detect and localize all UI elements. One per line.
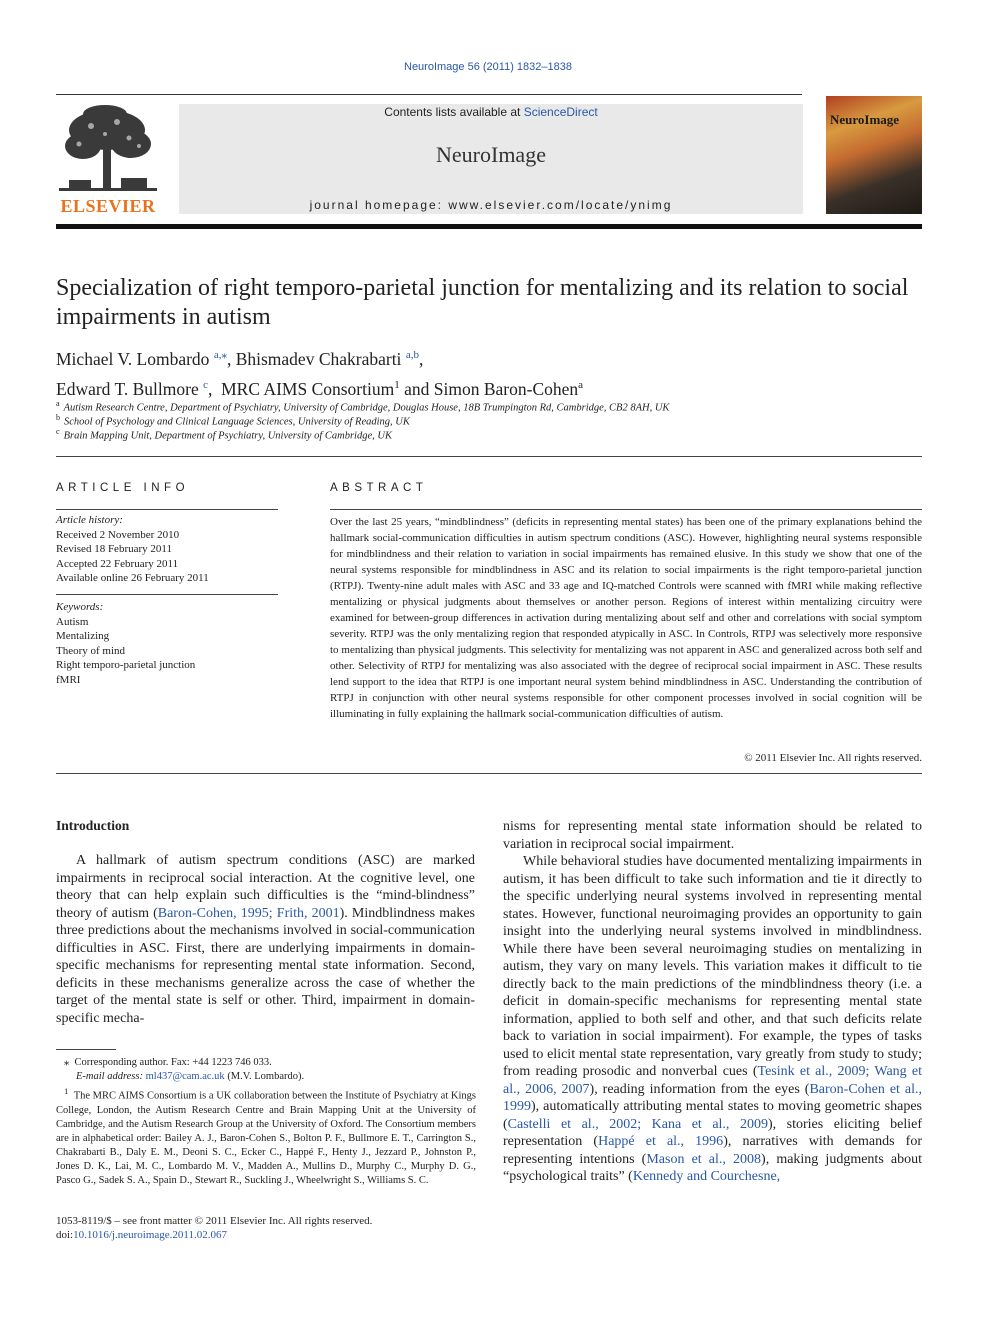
author-affil-mark[interactable]: a,⁎ <box>213 349 227 361</box>
history-item: Revised 18 February 2011 <box>56 543 172 555</box>
footnote-rule <box>56 1049 116 1050</box>
reference-link[interactable]: Tesink et al., 2009; Wang et al., 2006, 2007 <box>503 1064 923 1097</box>
journal-homepage[interactable]: journal homepage: www.elsevier.com/locate/ynimg <box>309 198 673 212</box>
article-title: Specialization of right temporo-parietal junction for mentalizing and its relation to social impairments in autism <box>56 275 909 330</box>
masthead-bottom-rule <box>56 224 922 229</box>
abstract-copyright: © 2011 Elsevier Inc. All rights reserved. <box>744 752 922 764</box>
keyword: Autism <box>56 615 89 628</box>
abstract-heading: ABSTRACT <box>330 482 428 494</box>
history-item: Received 2 November 2010 <box>56 528 180 541</box>
history-item: Accepted 22 February 2011 <box>56 557 179 570</box>
journal-title: NeuroImage <box>436 142 546 167</box>
paragraph: While behavioral studies have documented mentalizing impairments in autism, it has been difficult to take such information and tie it directly to the specific underlying neural systems involved in representing mental states. However, functional neuroimaging provides an opportunity to gain insight into the underlying neural systems involved in mindblindness. While there have been several neuroimaging studies on mentalizing in autism, they vary on many levels. This variation makes it difficult to tie directly back to the main predictions of the mindblindness theory (i.e. a deficit in domain-specific mechanisms for representing mental state information, applied to both self and other, and that such deficits relate back to variation in social impairment). For example, the types of tasks used to elicit mental state representation, vary greatly from study to study; from reading prosodic and nonverbal cues (Tesink et al., 2009; Wang et al., 2006, 2007), reading information from the eyes (Baron-Cohen et al., 1999), automatically attributing mental states to moving geometric shapes (Castelli et al., 2002; Kana et al., 2009), stories eliciting belief representation (Happé et al., 1996), narratives with demands for representing intentions (Mason et al., 2008), making judgments about “psychological traits” (Kennedy and Courchesne, <box>503 854 923 1184</box>
author-name[interactable]: Michael V. Lombardo <box>56 348 210 369</box>
author-name[interactable]: Simon Baron-Cohen <box>433 378 579 399</box>
masthead-top-rule <box>56 94 802 95</box>
reference-link[interactable]: Baron-Cohen et al., 1999 <box>503 1081 923 1114</box>
author-separator: , <box>208 378 217 399</box>
publisher-wordmark: ELSEVIER <box>60 196 156 216</box>
author-separator: , <box>418 348 424 369</box>
affiliation: $^a$ Autism Research Centre, Department of Psychiatry, University of Cambridge, Douglas House, 18B Trumpington Rd, Cambridge, CB2 8AH, UK <box>56 399 670 414</box>
doi-link[interactable]: 10.1016/j.neuroimage.2011.02.067 <box>73 1229 228 1241</box>
article-history: Article history: Received 2 November 2010 Revised 18 February 2011 Accepted 22 February 2011 Available online 26 February 2011 <box>56 513 278 586</box>
article-info-heading: ARTICLE INFO <box>56 482 190 494</box>
affiliation: $^c$ Brain Mapping Unit, Department of Psychiatry, University of Cambridge, UK <box>56 427 392 442</box>
reference-link[interactable]: Mason et al., 2008 <box>646 1151 762 1167</box>
reference-link[interactable]: Kennedy and Courchesne, <box>632 1169 781 1184</box>
keywords-rule <box>56 594 278 595</box>
author-name[interactable]: Edward T. Bullmore <box>56 378 199 399</box>
reference-link[interactable]: Baron-Cohen, 1995; Frith, 2001 <box>157 905 340 921</box>
footnotes: ⁎ Corresponding author. Fax: +44 1223 746 033. E-mail address: ml437@cam.ac.uk (M.V. Lombardo). $^1$ The MRC AIMS Consortium is a UK collaboration between the Institute of Psychiatry at Kings College, London, the Autism Research Centre and Brain Mapping Unit at the University of Cambridge, and the Autism Research Group at the University of Oxford. The Consortium members are in alphabetical order: Bailey A. J., Baron-Cohen S., Bolton P. F., Bullmore E. T., Carrington S., Chakrabarti B., Daly E. M., Deoni S. C., Ecker C., Happé F., Henty J., Jezzard P., Johnston P., Jones D. K., Lai, M. C., Lombardo M. V., Madden A., Mullins D., Murphy C., Murphy D. G., Pasco G., Sadek S. A., Spain D., Stewart R., Suckling J., Wheelwright S., Williams S. C. <box>56 1057 476 1186</box>
abstract-divider <box>56 773 922 774</box>
keyword: Right temporo-parietal junction <box>56 659 196 671</box>
author-name[interactable]: MRC AIMS Consortium <box>221 378 395 399</box>
paragraph: A hallmark of autism spectrum conditions (ASC) are marked impairments in reciprocal social interaction. At the cognitive level, one theory that can help explain such difficulties is the “mind-blindness” theory of autism (Baron-Cohen, 1995; Frith, 2001). Mindblindness makes three predictions about the mechanisms involved in social-communication difficulties in ASC. First, there are underlying impairments in domain-specific mechanisms for representing mental state information. Second, deficits in these mechanisms generalize across the case of whether the target of the mental state is self or other. Third, impairment in domain-specific mecha- <box>56 853 475 1026</box>
title-divider <box>56 456 922 457</box>
author-footnote-mark[interactable]: 1 <box>394 378 400 391</box>
section-heading-introduction: Introduction <box>56 818 130 833</box>
author-affil-mark[interactable]: a <box>578 378 584 391</box>
paragraph: nisms for representing mental state information should be related to variation in reciprocal social impairment. <box>503 819 922 852</box>
body-right-column <box>503 818 922 1186</box>
abstract-text: Over the last 25 years, “mindblindness” (deficits in representing mental states) has been one of the primary explanations behind the hallmark social-communication difficulties in autism spectrum conditions (ASC). However, highlighting neural systems responsible for mindblindness and their relation to variation in social impairments has remained elusive. In this study we show that one of the neural systems responsible for mindblindness in ASC and its relation to social impairments is the right temporo-parietal junction (RTPJ). Twenty-nine adult males with ASC and 33 age and IQ-matched Controls were scanned with fMRI while making reflective mentalizing or physical judgments about themselves or another person. Regions of interest within mentalizing circuitry were examined for between-group differences in activation during mentalizing about self and other and correlations with social symptom severity. RTPJ was the only mentalizing region that responded atypically in ASC. In Controls, RTPJ was selectively more responsive to mentalizing than physical judgments. This selectivity for mentalizing was not apparent in ASC and generalized across both self and other. Selectivity of RTPJ for mentalizing was also associated with the degree of reciprocal social impairment in ASC. These results lend support to the idea that RTPJ is one important neural system behind mindblindness in ASC. Understanding the contribution of RTPJ in conjunction with other neural systems responsible for other component processes involved in social cognition will be illuminating in fully explaining the hallmark social-communication difficulties of autism. <box>330 516 922 720</box>
sciencedirect-link[interactable]: ScienceDirect <box>523 105 598 119</box>
affiliation: $^b$ School of Psychology and Clinical Language Sciences, University of Reading, UK <box>56 413 410 428</box>
keyword: Theory of mind <box>56 644 126 657</box>
author-separator: , <box>226 348 236 369</box>
author-affil-mark[interactable]: c <box>203 378 208 391</box>
body-left-column <box>56 852 475 1027</box>
author-affil-mark[interactable]: a,b <box>405 349 419 361</box>
journal-cover-image <box>826 96 922 214</box>
cover-title: NeuroImage <box>830 112 900 127</box>
abstract-rule <box>330 509 922 510</box>
keyword: Mentalizing <box>56 630 110 642</box>
author-list <box>56 342 926 402</box>
keywords: Keywords: Autism Mentalizing Theory of mind Right temporo-parietal junction fMRI <box>56 600 278 687</box>
email-link[interactable]: ml437@cam.ac.uk <box>145 1071 225 1082</box>
history-item: Available online 26 February 2011 <box>56 572 209 584</box>
front-matter: 1053-8119/$ – see front matter © 2011 Elsevier Inc. All rights reserved. doi:10.1016/j.neuroimage.2011.02.067 <box>56 1215 373 1241</box>
reference-link[interactable]: Happé et al., 1996 <box>598 1134 724 1149</box>
article-info-rule <box>56 509 278 510</box>
contents-line: Contents lists available at ScienceDirect <box>384 105 598 119</box>
reference-link[interactable]: Castelli et al., 2002; Kana et al., 2009 <box>507 1116 768 1132</box>
keyword: fMRI <box>56 673 81 686</box>
author-separator: and <box>399 378 434 399</box>
author-name[interactable]: Bhismadev Chakrabarti <box>235 348 402 369</box>
journal-citation[interactable]: NeuroImage 56 (2011) 1832–1838 <box>404 61 572 73</box>
